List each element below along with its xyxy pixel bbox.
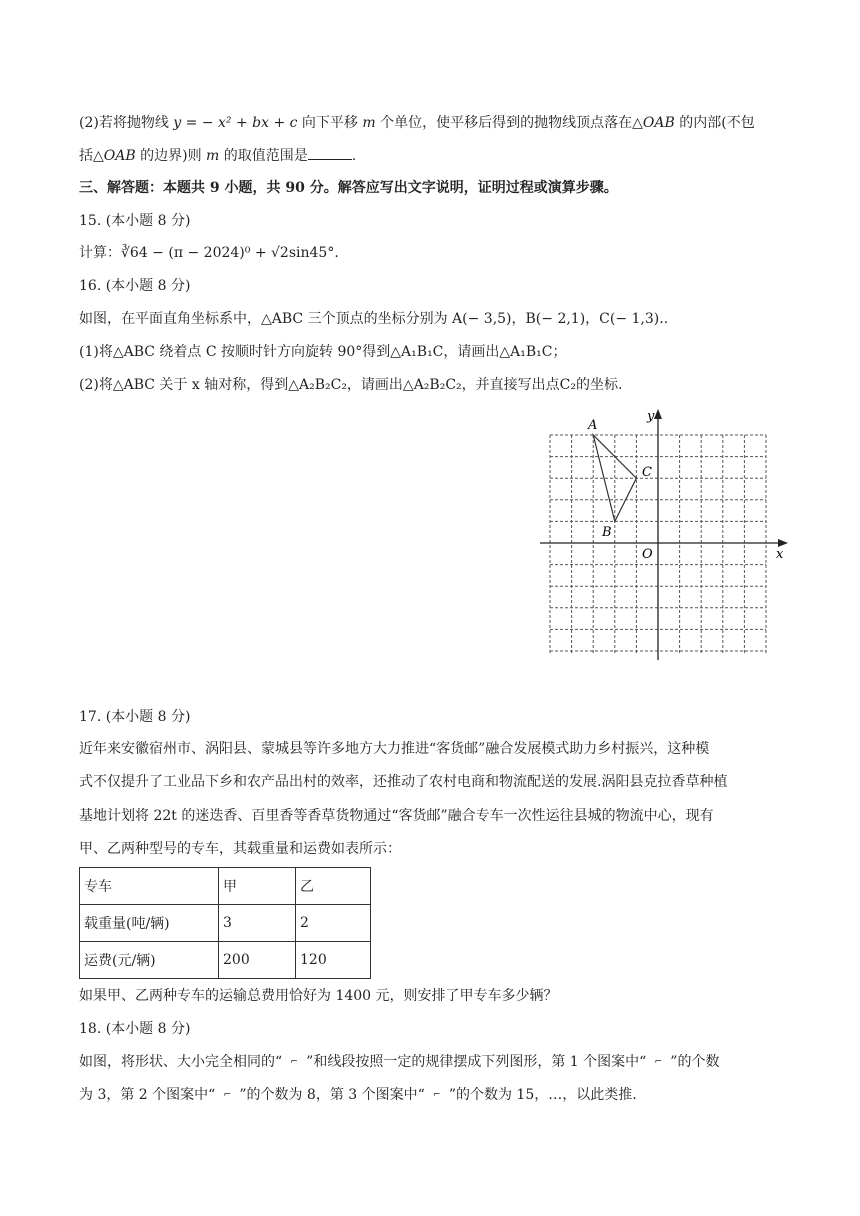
q17-paragraph-line1: 近年来安徽宿州市、涡阳县、蒙城县等许多地方大力推进“客货邮”融合发展模式助力乡村振兴，这种模: [79, 741, 710, 757]
q17-paragraph-line4: 甲、乙两种型号的专车，其载重量和运费如表所示：: [79, 841, 401, 857]
table-cell: 200: [219, 942, 296, 979]
table-row: [80, 942, 371, 979]
q14-part2-line1: (2)若将抛物线 y = − x² + bx + c 向下平移 m 个单位，使平移后得到的抛物线顶点落在△OAB 的内部(不包: [79, 115, 755, 131]
table-header-row: [80, 868, 371, 905]
q15-header: 15. (本小题 8 分): [79, 213, 191, 229]
parabola-equation: y = − x² + bx + c: [173, 115, 298, 131]
label-a: A: [588, 418, 598, 433]
q17-paragraph-line3: 基地计划将 22t 的迷迭香、百里香等香草货物通过“客货邮”融合专车一次性运往县城的物流中心，现有: [79, 808, 714, 824]
q18-header: 18. (本小题 8 分): [79, 1021, 191, 1037]
truck-table: [79, 867, 371, 979]
q16-header: 16. (本小题 8 分): [79, 278, 191, 294]
label-origin: O: [642, 547, 653, 562]
coordinate-grid-figure: [530, 405, 800, 665]
q15-text: 计算：∛64 − (π − 2024)⁰ + √2sin45°.: [79, 245, 339, 261]
q18-line1: 如图，将形状、大小完全相同的“ ⌐ ”和线段按照一定的规律摆成下列图形，第 1 个图案中“ ⌐ ”的个数: [79, 1054, 720, 1070]
q16-part2: (2)将△ABC 关于 x 轴对称，得到△A₂B₂C₂，请画出△A₂B₂C₂，并直接写出点C₂的坐标.: [79, 377, 623, 393]
table-cell: 载重量(吨/辆): [80, 905, 219, 942]
label-x: x: [776, 547, 784, 562]
pattern-shape-icon: ⌐: [290, 1057, 298, 1067]
y-axis-arrow: [654, 409, 662, 419]
table-cell: 甲: [219, 868, 296, 905]
label-b: B: [602, 525, 612, 540]
q16-intro: 如图，在平面直角坐标系中，△ABC 三个顶点的坐标分别为 A(− 3,5)，B(− 2,1)，C(− 1,3)..: [79, 311, 669, 327]
label-c: C: [642, 465, 652, 480]
q16-part1: (1)将△ABC 绕着点 C 按顺时针方向旋转 90°得到△A₁B₁C，请画出△A₁B₁C；: [79, 344, 567, 360]
table-cell: 运费(元/辆): [80, 942, 219, 979]
pattern-shape-icon: ⌐: [433, 1090, 441, 1100]
x-axis-arrow: [778, 539, 788, 547]
pattern-shape-icon: ⌐: [654, 1057, 663, 1067]
q17-paragraph-line2: 式不仅提升了工业品下乡和农产品出村的效率，还推动了农村电商和物流配送的发展.涡阳县克拉香草种植: [79, 774, 728, 790]
q14-part2-line2: 括△OAB 的边界)则 m 的取值范围是 .: [79, 145, 356, 166]
table-cell: 3: [219, 905, 296, 942]
label-y: y: [647, 409, 655, 424]
q17-question: 如果甲、乙两种专车的运输总费用恰好为 1400 元，则安排了甲专车多少辆？: [79, 988, 558, 1004]
q17-header: 17. (本小题 8 分): [79, 709, 191, 725]
section-heading: 三、解答题：本题共 9 小题，共 90 分。解答应写出文字说明，证明过程或演算步骤。: [79, 180, 618, 196]
table-cell: 专车: [80, 868, 219, 905]
table-cell: 2: [296, 905, 371, 942]
answer-blank[interactable]: [308, 145, 352, 160]
pattern-shape-icon: ⌐: [223, 1090, 232, 1100]
table-row: [80, 905, 371, 942]
q18-line2: 为 3，第 2 个图案中“ ⌐ ”的个数为 8，第 3 个图案中“ ⌐ ”的个数为 15，…，以此类推.: [79, 1087, 637, 1103]
table-cell: 乙: [296, 868, 371, 905]
table-cell: 120: [296, 942, 371, 979]
